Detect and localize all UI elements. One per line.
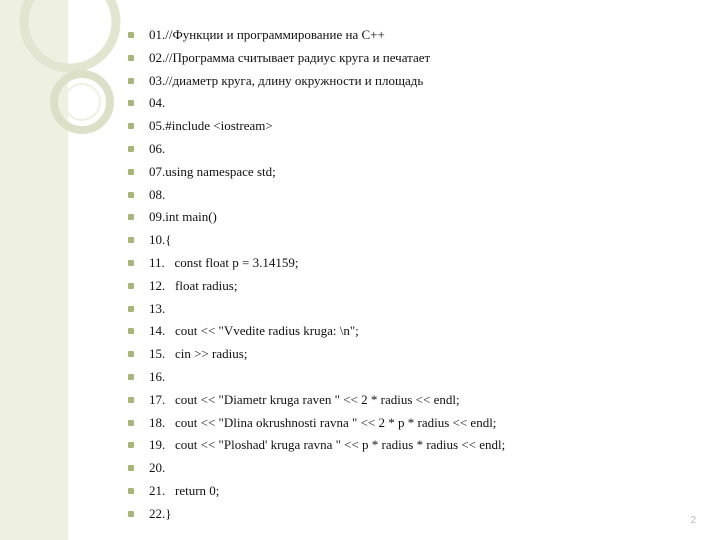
code-line-text: 15. cin >> radius; (149, 346, 248, 362)
bullet-icon (128, 169, 134, 175)
code-line (121, 161, 505, 184)
bullet-icon (128, 237, 134, 243)
bullet-icon (128, 214, 134, 220)
code-line (121, 389, 505, 412)
code-line (121, 412, 505, 435)
bullet-icon (128, 78, 134, 84)
code-line (121, 298, 505, 321)
bullet-icon (128, 374, 134, 380)
page-number: 2 (690, 515, 696, 526)
code-line (121, 115, 505, 138)
code-line-text: 19. cout << "Ploshad' kruga ravna " << p * radius * radius << endl; (149, 437, 506, 453)
code-line-text: 13. (149, 300, 166, 316)
code-line-text: 18. cout << "Dlina okrushnosti ravna " << 2 * p * radius << endl; (149, 414, 497, 430)
code-line-text: 09.int main() (149, 209, 217, 225)
code-line-text: 05.#include <iostream> (149, 118, 273, 134)
code-line (121, 343, 505, 366)
bullet-icon (128, 442, 134, 448)
code-line-text: 14. cout << "Vvedite radius kruga: \n"; (149, 323, 359, 339)
code-line-text: 17. cout << "Diametr kruga raven " << 2 * radius << endl; (149, 391, 460, 407)
code-line-text: 10.{ (149, 232, 172, 248)
code-line (121, 229, 505, 252)
code-line-text: 06. (149, 140, 166, 156)
code-line-text: 03.//диаметр круга, длину окружности и площадь (149, 72, 424, 88)
bullet-icon (128, 100, 134, 106)
decorative-rings (0, 0, 140, 540)
small-ring (54, 74, 110, 130)
code-line (121, 457, 505, 480)
code-line-text: 01.//Функции и программирование на С++ (149, 27, 385, 42)
code-line-text: 07.using namespace std; (149, 163, 276, 179)
code-line-text: 16. (149, 368, 166, 384)
bullet-icon (128, 328, 134, 334)
code-line (121, 252, 505, 275)
bullet-icon (128, 192, 134, 198)
bullet-icon (128, 146, 134, 152)
bullet-icon (128, 511, 134, 517)
code-line-text: 20. (149, 460, 166, 476)
code-line-text: 22.} (149, 505, 172, 521)
code-line (121, 184, 505, 207)
code-line-text: 11. const float p = 3.14159; (149, 254, 299, 270)
bullet-icon (128, 283, 134, 289)
code-line-text: 04. (149, 95, 166, 111)
bullet-icon (128, 55, 134, 61)
bullet-icon (128, 306, 134, 312)
code-line (121, 92, 505, 115)
code-line (121, 503, 505, 526)
small-ring-inner (64, 84, 100, 120)
bullet-icon (128, 260, 134, 266)
bullet-icon (128, 465, 134, 471)
bullet-icon (128, 397, 134, 403)
code-line-text: 02.//Программа считывает радиус круга и печатает (149, 49, 431, 65)
code-line-text: 08. (149, 186, 166, 202)
code-line-text: 21. return 0; (149, 482, 220, 498)
bullet-icon (128, 351, 134, 357)
code-line (121, 138, 505, 161)
code-line (121, 480, 505, 503)
code-line (121, 206, 505, 229)
code-line (121, 24, 505, 47)
large-ring (24, 0, 116, 68)
code-line (121, 47, 505, 70)
code-line (121, 434, 505, 457)
code-line-text: 12. float radius; (149, 277, 238, 293)
code-line (121, 70, 505, 93)
bullet-icon (128, 420, 134, 426)
bullet-icon (128, 123, 134, 129)
code-listing (121, 24, 505, 526)
bullet-icon (128, 488, 134, 494)
code-line (121, 275, 505, 298)
bullet-icon (128, 32, 134, 38)
code-line (121, 366, 505, 389)
code-line (121, 320, 505, 343)
